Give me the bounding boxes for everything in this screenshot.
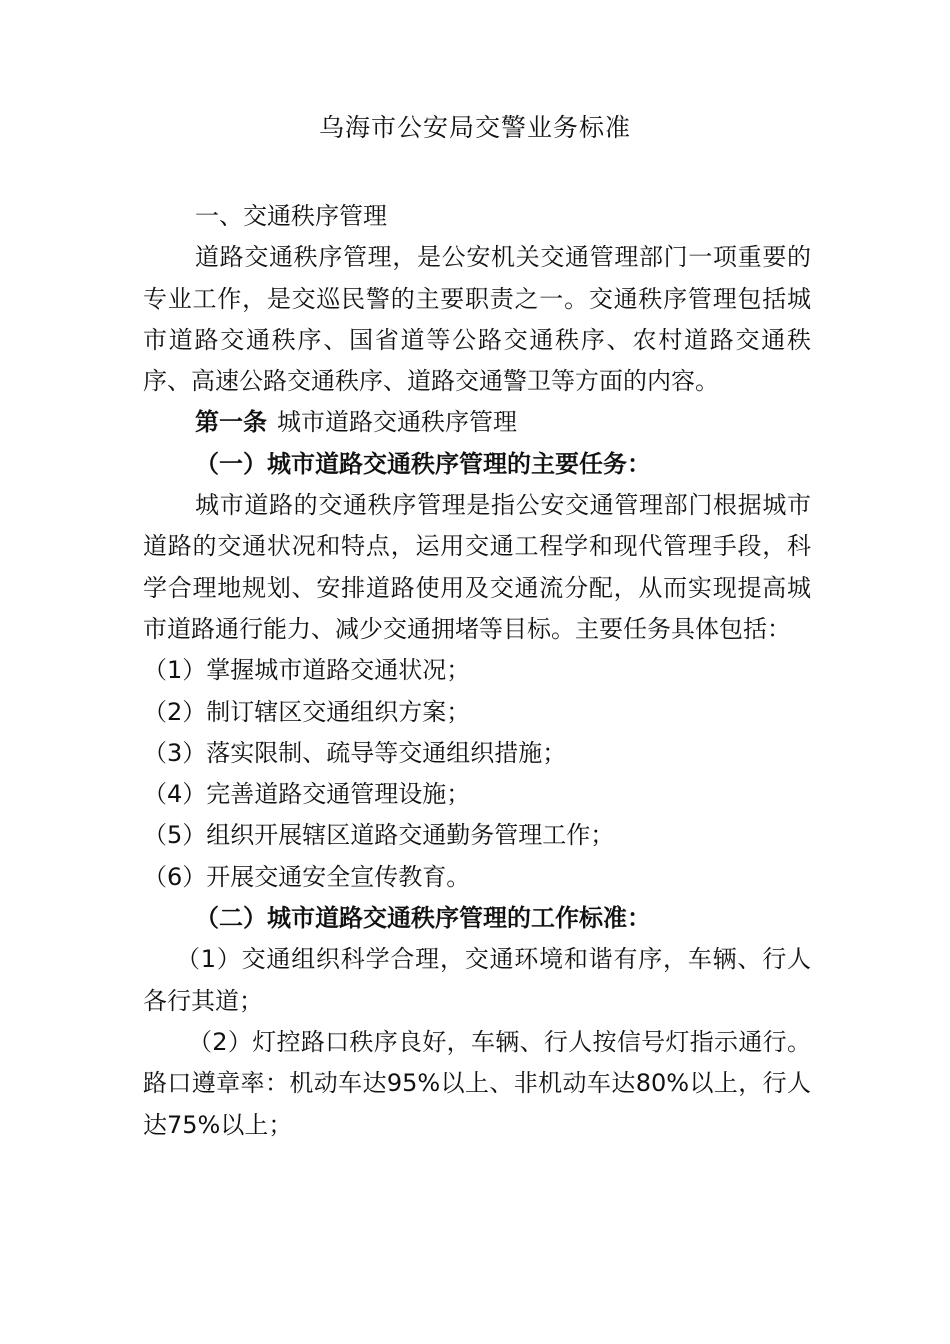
standard-item: （2）灯控路口秩序良好，车辆、行人按信号灯指示通行。路口遵章率：机动车达95%以上、非机动车达80%以上，行人达75%以上； — [143, 1027, 811, 1139]
task-item: （2）制订辖区交通组织方案； — [143, 697, 471, 726]
article-title: 城市道路交通秩序管理 — [277, 408, 517, 437]
part1-heading: （一）城市道路交通秩序管理的主要任务： — [195, 449, 651, 478]
section-intro-paragraph: 道路交通秩序管理，是公安机关交通管理部门一项重要的专业工作，是交巡民警的主要职责之一。交通秩序管理包括城市道路交通秩序、国省道等公路交通秩序、农村道路交通秩序、高速公路交通秩序、道路交通警卫等方面的内容。 — [143, 243, 811, 396]
task-item: （1）掌握城市道路交通状况； — [143, 656, 471, 685]
standard-item: （1）交通组织科学合理，交通环境和谐有序，车辆、行人各行其道； — [143, 945, 811, 1015]
part1-body-paragraph: 城市道路的交通秩序管理是指公安交通管理部门根据城市道路的交通状况和特点，运用交通工程学和现代管理手段，科学合理地规划、安排道路使用及交通流分配，从而实现提高城市道路通行能力、减少交通拥堵等目标。主要任务具体包括： — [143, 491, 811, 643]
document-title: 乌海市公安局交警业务标准 — [318, 113, 631, 142]
task-item: （5）组织开展辖区道路交通勤务管理工作； — [143, 821, 615, 850]
task-item: （3）落实限制、疏导等交通组织措施； — [143, 738, 567, 767]
document-body — [143, 196, 811, 1146]
article-number: 第一条 — [195, 408, 267, 437]
part2-heading: （二）城市道路交通秩序管理的工作标准： — [195, 904, 651, 933]
article-heading — [143, 402, 811, 443]
task-item: （4）完善道路交通管理设施； — [143, 780, 471, 809]
section-heading: 一、交通秩序管理 — [195, 202, 387, 230]
task-item: （6）开展交通安全宣传教育。 — [143, 862, 471, 891]
